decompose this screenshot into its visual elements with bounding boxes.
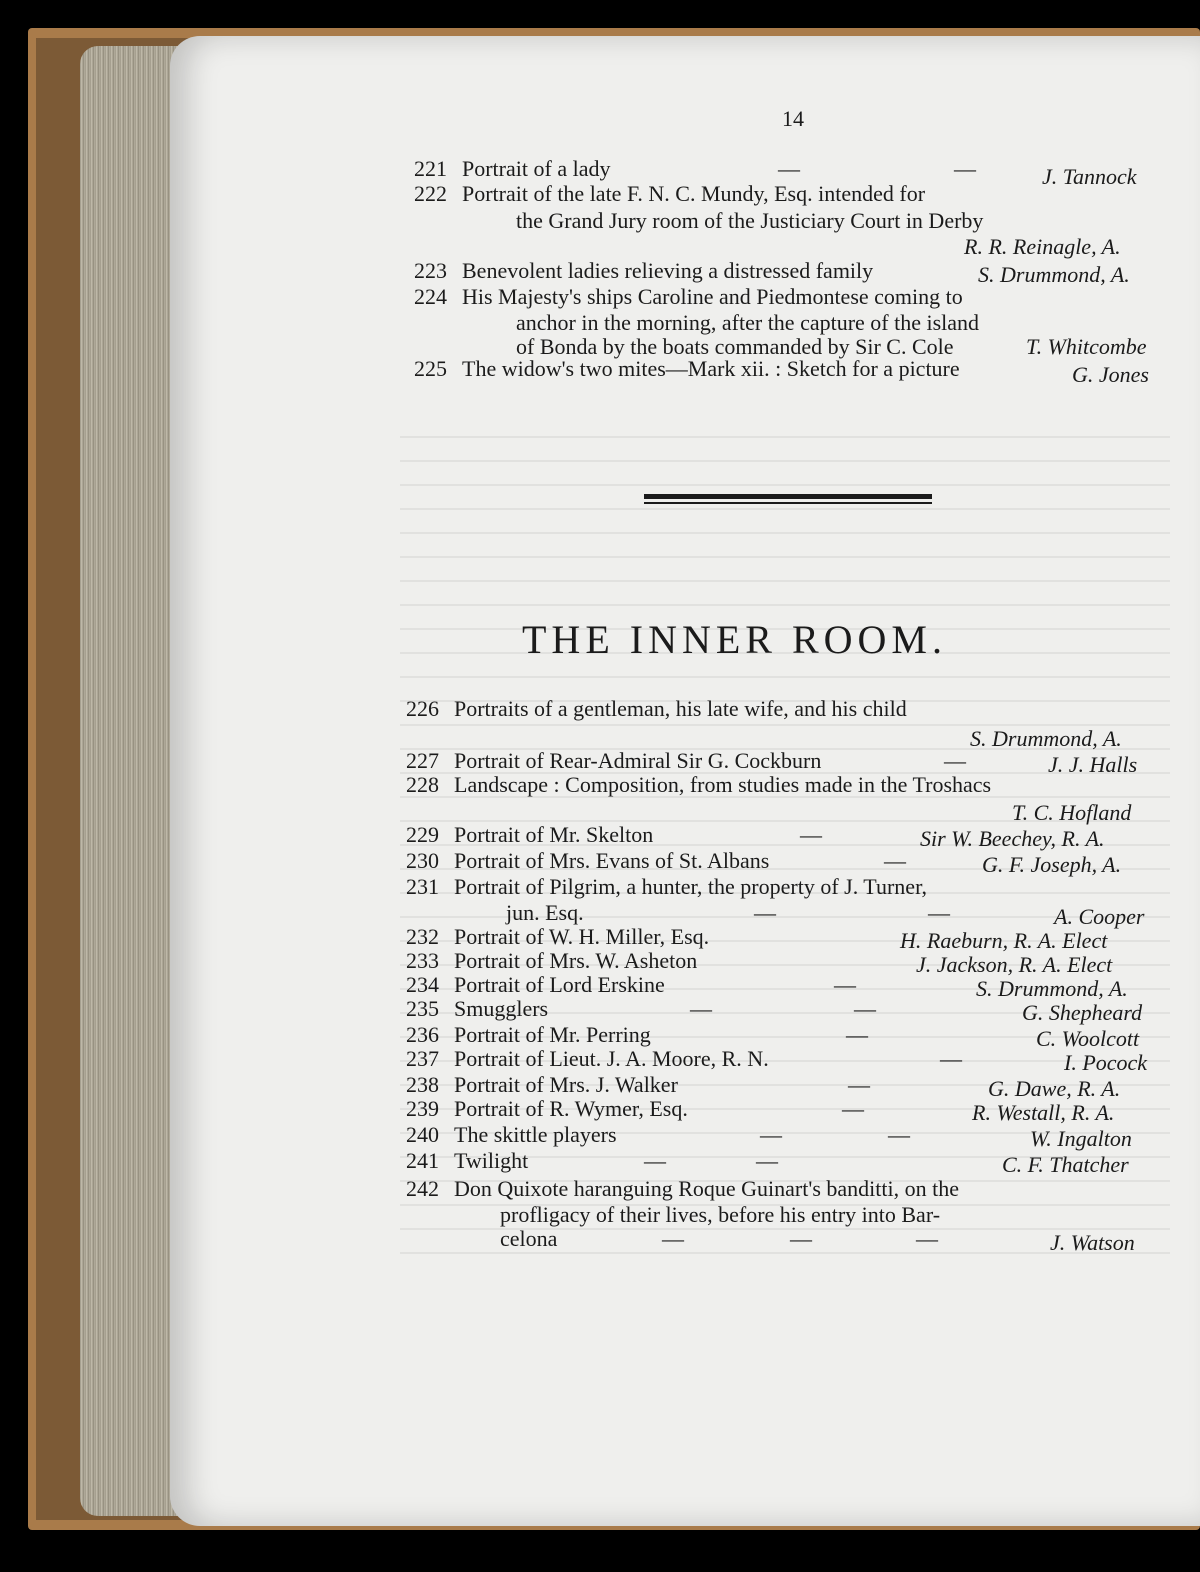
- entry-artist: W. Ingalton: [1030, 1126, 1132, 1151]
- entry-number: 221: [414, 156, 447, 181]
- entry-title: Portrait of a lady: [462, 156, 611, 181]
- entry-title: Portraits of a gentleman, his late wife, and his child: [454, 696, 907, 721]
- page-content: [170, 36, 1200, 1526]
- entry-241: [406, 1148, 528, 1174]
- entry-dash: —: [790, 1226, 812, 1251]
- entry-title: Portrait of Mrs. J. Walker: [454, 1072, 678, 1097]
- entry-artist: T. Whitcombe: [1026, 334, 1147, 359]
- entry-artist: G. Dawe, R. A.: [988, 1076, 1121, 1101]
- entry-227: [406, 748, 821, 774]
- entry-artist: G. F. Joseph, A.: [982, 852, 1122, 877]
- entry-title: Portrait of Mr. Perring: [454, 1022, 651, 1047]
- entry-dash: —: [842, 1096, 864, 1121]
- entry-artist: J. Watson: [1050, 1230, 1135, 1255]
- entry-title: The skittle players: [454, 1122, 617, 1147]
- entry-title: Twilight: [454, 1148, 529, 1173]
- entry-title: Portrait of Pilgrim, a hunter, the property of J. Turner,: [454, 874, 928, 899]
- entry-artist: A. Cooper: [1054, 904, 1145, 929]
- entry-artist: I. Pocock: [1064, 1050, 1148, 1075]
- section-divider-thin: [644, 502, 932, 504]
- entry-number: 228: [406, 772, 439, 797]
- entry-title: Smugglers: [454, 996, 549, 1021]
- entry-artist: J. J. Halls: [1048, 752, 1138, 777]
- entry-223: [414, 258, 873, 284]
- entry-dash: —: [760, 1122, 782, 1147]
- entry-title: Portrait of the late F. N. C. Mundy, Esq. intended for: [462, 181, 926, 206]
- entry-dash: —: [778, 156, 800, 181]
- entry-dash: —: [846, 1022, 868, 1047]
- entry-number: 237: [406, 1046, 439, 1071]
- entry-dash: —: [916, 1226, 938, 1251]
- entry-title: Portrait of Rear-Admiral Sir G. Cockburn: [454, 748, 822, 773]
- entry-title: Portrait of Lord Erskine: [454, 972, 665, 997]
- entry-number: 227: [406, 748, 439, 773]
- entry-number: 229: [406, 822, 439, 847]
- entry-number: 235: [406, 996, 439, 1021]
- entry-dash: —: [944, 748, 966, 773]
- entry-242: [406, 1176, 959, 1202]
- entry-239: [406, 1096, 688, 1122]
- entry-231: [406, 874, 927, 900]
- entry-dash: —: [954, 156, 976, 181]
- entry-number: 225: [414, 356, 447, 381]
- entry-continuation: profligacy of their lives, before his entry into Bar-: [500, 1202, 941, 1227]
- entry-title: Portrait of Lieut. J. A. Moore, R. N.: [454, 1046, 769, 1071]
- entry-dash: —: [662, 1226, 684, 1251]
- entry-artist: R. R. Reinagle, A.: [964, 234, 1121, 259]
- entry-dash: —: [800, 822, 822, 847]
- entry-238: [406, 1072, 678, 1098]
- entry-continuation: the Grand Jury room of the Justiciary Court in Derby: [516, 208, 984, 233]
- entry-title: The widow's two mites—Mark xii. : Sketch for a picture: [462, 356, 960, 381]
- entry-continuation: celona: [500, 1226, 558, 1251]
- entry-230: [406, 848, 769, 874]
- entry-artist: J. Tannock: [1042, 164, 1137, 189]
- entry-title: Benevolent ladies relieving a distressed family: [462, 258, 874, 283]
- entry-235: [406, 996, 548, 1022]
- entry-number: 224: [414, 284, 447, 309]
- entry-number: 226: [406, 696, 439, 721]
- entry-artist: T. C. Hofland: [1012, 800, 1132, 825]
- section-heading: THE INNER ROOM.: [522, 617, 947, 662]
- entry-artist: C. Woolcott: [1036, 1026, 1140, 1051]
- entry-number: 236: [406, 1022, 439, 1047]
- entry-dash: —: [754, 900, 776, 925]
- entry-dash: —: [690, 996, 712, 1021]
- entry-dash: —: [940, 1046, 962, 1071]
- entry-number: 242: [406, 1176, 439, 1201]
- entry-dash: —: [848, 1072, 870, 1097]
- entry-number: 238: [406, 1072, 439, 1097]
- entry-artist: R. Westall, R. A.: [972, 1100, 1115, 1125]
- entry-226: [406, 696, 907, 722]
- entry-dash: —: [644, 1148, 666, 1173]
- entry-221: [414, 156, 610, 182]
- entry-224: [414, 284, 963, 310]
- book-page: [170, 36, 1200, 1526]
- entry-artist: G. Jones: [1072, 362, 1149, 387]
- entry-artist: G. Shepheard: [1022, 1000, 1143, 1025]
- entry-dash: —: [888, 1122, 910, 1147]
- entry-number: 232: [406, 924, 439, 949]
- entry-artist: Sir W. Beechey, R. A.: [920, 826, 1105, 851]
- section-divider: [644, 494, 932, 499]
- entry-title: Portrait of Mrs. W. Asheton: [454, 948, 698, 973]
- entry-237: [406, 1046, 769, 1072]
- entry-artist: S. Drummond, A.: [978, 262, 1130, 287]
- entry-234: [406, 972, 665, 998]
- entry-number: 239: [406, 1096, 439, 1121]
- entry-number: 231: [406, 874, 439, 899]
- entry-artist: S. Drummond, A.: [976, 976, 1128, 1001]
- entry-title: Don Quixote haranguing Roque Guinart's banditti, on the: [454, 1176, 959, 1201]
- entry-dash: —: [834, 972, 856, 997]
- entry-232: [406, 924, 709, 950]
- entry-number: 230: [406, 848, 439, 873]
- entry-number: 223: [414, 258, 447, 283]
- entry-233: [406, 948, 697, 974]
- entry-dash: —: [756, 1148, 778, 1173]
- entry-title: His Majesty's ships Caroline and Piedmontese coming to: [462, 284, 963, 309]
- entry-artist: J. Jackson, R. A. Elect: [916, 952, 1113, 977]
- entry-236: [406, 1022, 651, 1048]
- page-number: 14: [782, 106, 804, 131]
- entry-number: 240: [406, 1122, 439, 1147]
- entry-continuation: of Bonda by the boats commanded by Sir C. Cole: [516, 334, 954, 359]
- entry-continuation: anchor in the morning, after the capture of the island: [516, 310, 980, 335]
- entry-number: 233: [406, 948, 439, 973]
- entry-229: [406, 822, 653, 848]
- entry-artist: H. Raeburn, R. A. Elect: [900, 928, 1108, 953]
- entry-title: Portrait of Mrs. Evans of St. Albans: [454, 848, 770, 873]
- entry-continuation: jun. Esq.: [506, 900, 584, 925]
- entry-dash: —: [884, 848, 906, 873]
- entry-225: [414, 356, 960, 382]
- entry-number: 222: [414, 181, 447, 206]
- entry-number: 234: [406, 972, 439, 997]
- entry-title: Portrait of W. H. Miller, Esq.: [454, 924, 710, 949]
- entry-222: [414, 181, 925, 207]
- entry-title: Portrait of Mr. Skelton: [454, 822, 654, 847]
- entry-dash: —: [928, 900, 950, 925]
- entry-240: [406, 1122, 617, 1148]
- entry-artist: S. Drummond, A.: [970, 726, 1122, 751]
- entry-title: Landscape : Composition, from studies made in the Troshacs: [454, 772, 992, 797]
- entry-title: Portrait of R. Wymer, Esq.: [454, 1096, 688, 1121]
- entry-artist: C. F. Thatcher: [1002, 1152, 1129, 1177]
- entry-number: 241: [406, 1148, 439, 1173]
- entry-dash: —: [854, 996, 876, 1021]
- entry-228: [406, 772, 991, 798]
